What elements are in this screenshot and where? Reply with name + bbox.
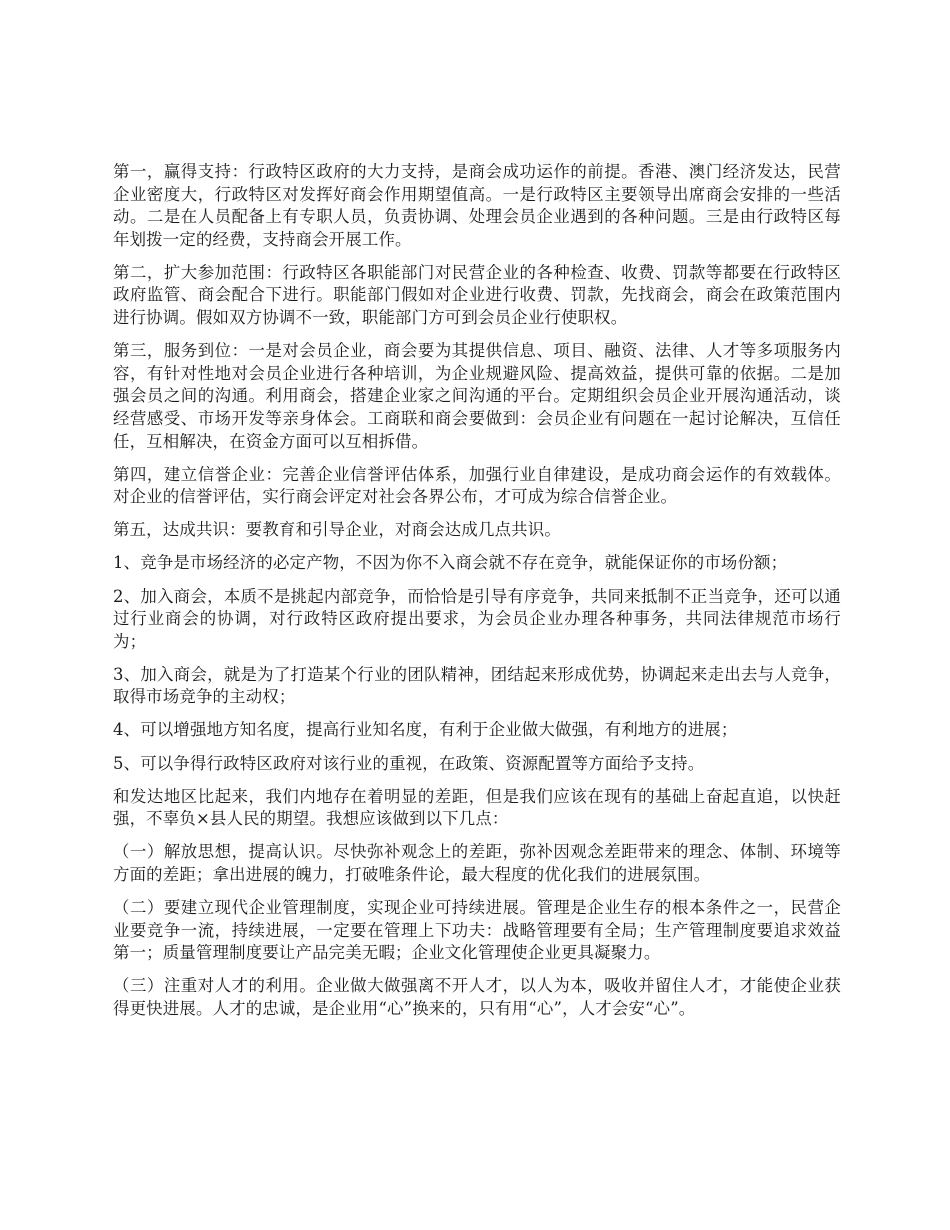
list-item-1: 1、竞争是市场经济的必定产物，不因为你不入商会就不存在竞争，就能保证你的市场份额；	[113, 553, 788, 573]
paragraph-support: 第一，赢得支持：行政特区政府的大力支持，是商会成功运作的前提。香港、澳门经济发达，民营企业密度大，行政特区对发挥好商会作用期望值高。一是行政特区主要领导出席商会安排的一些活动。二是在人员配备上有专职人员，负责协调、处理会员企业遇到的各种问题。三是由行政特区每年划拨一定的经费，支持商会开展工作。	[113, 162, 841, 249]
point-two: （二）要建立现代企业管理制度，实现企业可持续进展。管理是企业生存的根本条件之一，民营企业要竞争一流，持续进展，一定要在管理上下功夫：战略管理要有全局；生产管理制度要追求效益第一；质量管理制度要让产品完美无暇；企业文化管理使企业更具凝聚力。	[113, 898, 841, 963]
list-item-3: 3、加入商会，就是为了打造某个行业的团队精神，团结起来形成优势，协调起来走出去与人竞争，取得市场竞争的主动权；	[113, 664, 841, 707]
paragraph-scope: 第二，扩大参加范围：行政特区各职能部门对民营企业的各种检查、收费、罚款等都要在行政特区政府监管、商会配合下进行。职能部门假如对企业进行收费、罚款，先找商会，商会在政策范围内进行协调。假如双方协调不一致，职能部门方可到会员企业行使职权。	[113, 262, 841, 328]
list-item-2: 2、加入商会，本质不是挑起内部竞争，而恰恰是引导有序竞争，共同来抵制不正当竞争，还可以通过行业商会的协调，对行政特区政府提出要求，为会员企业办理各种事务，共同法律规范市场行为；	[113, 586, 841, 651]
paragraph-service: 第三，服务到位：一是对会员企业，商会要为其提供信息、项目、融资、法律、人才等多项服务内容，有针对性地对会员企业进行各种培训，为企业规避风险、提高效益，提供可靠的依据。二是加强会员之间的沟通。利用商会，搭建企业家之间沟通的平台。定期组织会员企业开展沟通活动，谈经营感受、市场开发等亲身体会。工商联和商会要做到：会员企业有问题在一起讨论解决，互信任任，互相解决，在资金方面可以互相拆借。	[113, 341, 841, 451]
document-body	[113, 161, 841, 1031]
point-three: （三）注重对人才的利用。企业做大做强离不开人才，以人为本，吸收并留住人才，才能使企业获得更快进展。人才的忠诚，是企业用“心”换来的，只有用“心”，人才会安“心”。	[113, 976, 841, 1018]
paragraph-comparison: 和发达地区比起来，我们内地存在着明显的差距，但是我们应该在现有的基础上奋起直追，以快赶强，不辜负×县人民的期望。我想应该做到以下几点：	[113, 786, 841, 829]
paragraph-consensus: 第五，达成共识：要教育和引导企业，对商会达成几点共识。	[113, 520, 561, 540]
paragraph-credit: 第四，建立信誉企业：完善企业信誉评估体系，加强行业自律建设，是成功商会运作的有效载体。对企业的信誉评估，实行商会评定对社会各界公布，才可成为综合信誉企业。	[113, 464, 841, 507]
point-one: （一）解放思想，提高认识。尽快弥补观念上的差距，弥补因观念差距带来的理念、体制、环境等方面的差距；拿出进展的魄力，打破唯条件论，最大程度的优化我们的进展氛围。	[113, 842, 841, 884]
list-item-4: 4、可以增强地方知名度，提高行业知名度，有利于企业做大做强，有利地方的进展；	[113, 720, 738, 740]
list-item-5: 5、可以争得行政特区政府对该行业的重视，在政策、资源配置等方面给予支持。	[113, 753, 705, 773]
